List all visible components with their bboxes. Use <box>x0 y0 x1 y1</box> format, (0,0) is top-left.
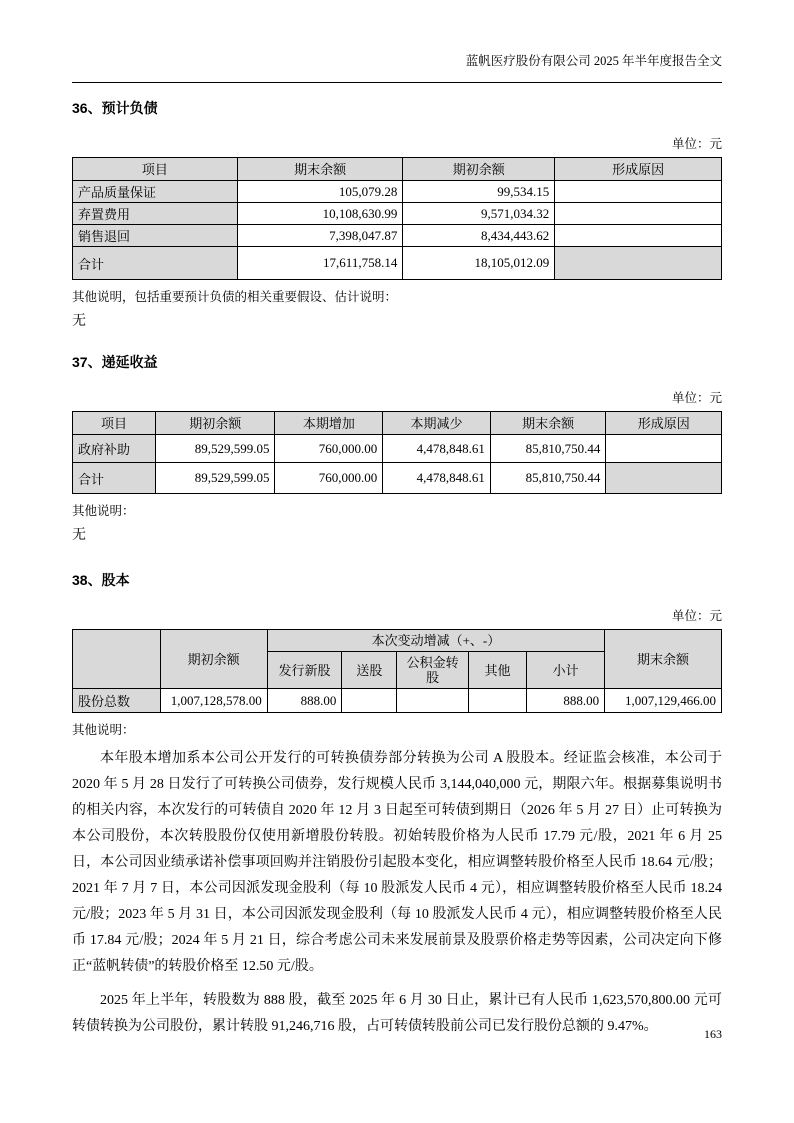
cell-ending-balance: 1,007,129,466.00 <box>605 689 722 713</box>
cell-new-shares: 888.00 <box>267 689 342 713</box>
cell-item: 弃置费用 <box>73 203 238 225</box>
column-header: 本期减少 <box>383 412 491 435</box>
column-header: 项目 <box>73 412 156 435</box>
cell-reason <box>555 181 722 203</box>
page-number: 163 <box>704 1027 722 1041</box>
estimated-liabilities-table <box>72 157 722 280</box>
cell-decrease: 4,478,848.61 <box>383 463 491 494</box>
cell-increase: 760,000.00 <box>275 435 383 463</box>
table-row <box>73 203 722 225</box>
cell-beginning-balance: 99,534.15 <box>403 181 555 203</box>
section-37-heading: 37、递延收益 <box>72 354 158 370</box>
column-header: 送股 <box>342 652 397 689</box>
cell-item: 销售退回 <box>73 225 238 247</box>
section-36-unit-label: 单位：元 <box>671 137 722 151</box>
column-header: 公积金转股 <box>397 652 468 689</box>
corner-header <box>73 630 161 689</box>
section-36-note-label: 其他说明，包括重要预计负债的相关重要假设、估计说明： <box>72 290 398 304</box>
section-37-unit-label: 单位：元 <box>671 391 722 405</box>
cell-reason <box>606 463 722 494</box>
column-header: 期末余额 <box>237 158 402 181</box>
cell-item: 合计 <box>73 463 156 494</box>
table-row <box>73 435 722 463</box>
share-capital-paragraph-1: 本年股本增加系本公司公开发行的可转换债券部分转换为公司 A 股股本。经证监会核准，本公司于 2020 年 5 月 28 日发行了可转换公司债券，发行规模人民币 3,144,040,000 元，期限六年。根据募集说明书的相关内容，本次发行的可转债自 2020 年 12 月 3 日起至可转债到期日（2026 年 5 月 27 日）止可转换为本公司股份，本次转股股份仅使用新增股份转股。初始转股价格为人民币 17.79 元/股，2021 年 6 月 25 日，本公司因业绩承诺补偿事项回购并注销股份引起股本变化，相应调整转股价格至人民币 18.64 元/股；2021 年 7 月 7 日，本公司因派发现金股利（每 10 股派发人民币 4 元），相应调整转股价格至人民币 18.24 元/股；2023 年 5 月 31 日，本公司因派发现金股利（每 10 股派发人民币 4 元），相应调整转股价格至人民币 17.84 元/股；2024 年 5 月 21 日，综合考虑公司未来发展前景及股票价格走势等因素，公司决定向下修正“蓝帆转债”的转股价格至 12.50 元/股。 <box>72 751 722 974</box>
column-header: 形成原因 <box>606 412 722 435</box>
cell-decrease: 4,478,848.61 <box>383 435 491 463</box>
table-header-row <box>73 412 722 435</box>
cell-beginning-balance: 9,571,034.32 <box>403 203 555 225</box>
section-36-note-value: 无 <box>72 314 86 329</box>
cell-ending-balance: 17,611,758.14 <box>237 247 402 280</box>
doc-header-title: 蓝帆医疗股份有限公司 2025 年半年度报告全文 <box>465 54 722 68</box>
cell-ending-balance: 7,398,047.87 <box>237 225 402 247</box>
cell-reason <box>606 435 722 463</box>
cell-reason <box>555 203 722 225</box>
column-header: 期初余额 <box>160 630 267 689</box>
cell-subtotal: 888.00 <box>527 689 605 713</box>
cell-beginning-balance: 18,105,012.09 <box>403 247 555 280</box>
doc-header <box>72 0 722 83</box>
table-row <box>73 225 722 247</box>
cell-reason <box>555 225 722 247</box>
section-37-note-value: 无 <box>72 528 86 543</box>
column-header: 其他 <box>468 652 526 689</box>
section-38-unit-label: 单位：元 <box>671 609 722 623</box>
section-36-heading: 36、预计负债 <box>72 100 158 116</box>
cell-item: 政府补助 <box>73 435 156 463</box>
cell-beginning-balance: 8,434,443.62 <box>403 225 555 247</box>
column-header: 期初余额 <box>156 412 275 435</box>
deferred-income-table <box>72 411 722 494</box>
cell-ending-balance: 10,108,630.99 <box>237 203 402 225</box>
share-capital-table <box>72 629 722 713</box>
column-header: 期末余额 <box>490 412 606 435</box>
table-row <box>73 181 722 203</box>
cell-ending-balance: 105,079.28 <box>237 181 402 203</box>
table-total-row <box>73 463 722 494</box>
cell-item: 股份总数 <box>73 689 161 713</box>
column-header: 项目 <box>73 158 238 181</box>
table-total-row <box>73 247 722 280</box>
cell-other <box>468 689 526 713</box>
table-header-row <box>73 630 722 652</box>
column-header: 期末余额 <box>605 630 722 689</box>
column-header: 形成原因 <box>555 158 722 181</box>
cell-increase: 760,000.00 <box>275 463 383 494</box>
cell-item: 产品质量保证 <box>73 181 238 203</box>
column-header: 发行新股 <box>267 652 342 689</box>
section-38-note-label: 其他说明： <box>72 723 135 737</box>
group-column-header: 本次变动增减（+、-） <box>267 630 604 652</box>
cell-bonus-shares <box>342 689 397 713</box>
table-row <box>73 689 722 713</box>
column-header: 期初余额 <box>403 158 555 181</box>
section-38-heading: 38、股本 <box>72 572 130 588</box>
section-37-note-label: 其他说明： <box>72 504 135 518</box>
cell-reason <box>555 247 722 280</box>
cell-item: 合计 <box>73 247 238 280</box>
cell-beginning-balance: 89,529,599.05 <box>156 463 275 494</box>
cell-reserve-conversion <box>397 689 468 713</box>
cell-ending-balance: 85,810,750.44 <box>490 463 606 494</box>
cell-beginning-balance: 1,007,128,578.00 <box>160 689 267 713</box>
table-header-row <box>73 158 722 181</box>
cell-beginning-balance: 89,529,599.05 <box>156 435 275 463</box>
share-capital-paragraph-2: 2025 年上半年，转股数为 888 股，截至 2025 年 6 月 30 日止，累计已有人民币 1,623,570,800.00 元可转债转换为公司股份，累计转股 91,246,716 股，占可转债转股前公司已发行股份总额的 9.47%。 <box>72 993 722 1034</box>
column-header: 本期增加 <box>275 412 383 435</box>
cell-ending-balance: 85,810,750.44 <box>490 435 606 463</box>
column-header: 小计 <box>527 652 605 689</box>
